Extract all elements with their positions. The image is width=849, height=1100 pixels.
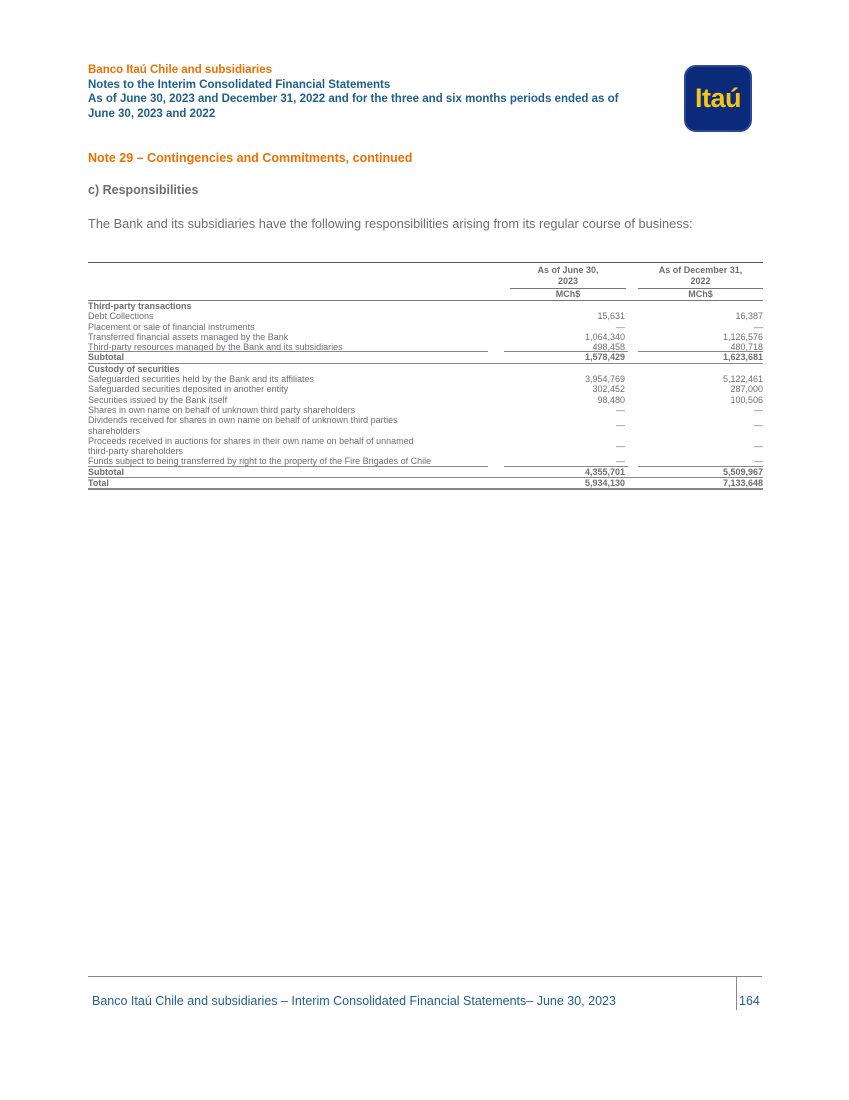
footer-rule xyxy=(88,976,762,977)
page-header xyxy=(88,63,678,121)
table-row: Securities issued by the Bank itself 98,480 100,506 xyxy=(88,394,763,405)
table-row: Safeguarded securities deposited in another entity 302,452 287,000 xyxy=(88,384,763,395)
column-header-2022: As of December 31, 2022 MCh$ xyxy=(638,265,763,300)
total-row: Total 5,934,130 7,133,648 xyxy=(88,478,763,490)
section-header-row: Custody of securities xyxy=(88,363,180,374)
section-title: c) Responsibilities xyxy=(88,183,199,197)
table-row: Third-party resources managed by the Bank and its subsidiaries 498,458 480,718 xyxy=(88,342,763,353)
responsibilities-table xyxy=(88,262,763,490)
table-row: Placement or sale of financial instruments — — xyxy=(88,321,763,332)
intro-paragraph: The Bank and its subsidiaries have the following responsibilities arising from its regular course of business: xyxy=(88,216,693,231)
logo-text: Itaú xyxy=(694,83,741,113)
subtotal-row: Subtotal 4,355,701 5,509,967 xyxy=(88,466,763,477)
table-row: Safeguarded securities held by the Bank and its affiliates 3,954,769 5,122,461 xyxy=(88,374,763,385)
company-name: Banco Itaú Chile and subsidiaries xyxy=(88,64,273,76)
section-header-row: Third-party transactions xyxy=(88,301,192,311)
table-column-headers xyxy=(88,263,763,300)
table-row: Transferred financial assets managed by the Bank 1,064,340 1,126,576 xyxy=(88,331,763,342)
column-header-2023: As of June 30, 2023 MCh$ xyxy=(510,265,626,300)
footer-divider xyxy=(736,976,737,1010)
table-row: Debt Collections 15,631 16,387 xyxy=(88,311,763,322)
table-row: Shares in own name on behalf of unknown third party shareholders — — xyxy=(88,404,763,415)
report-period-line1: As of June 30, 2023 and December 31, 2022 and for the three and six months periods ended as of xyxy=(88,93,619,105)
subtotal-row: Subtotal 1,578,429 1,623,681 xyxy=(88,352,763,363)
report-title: Notes to the Interim Consolidated Financial Statements xyxy=(88,78,391,91)
note-title: Note 29 – Contingencies and Commitments, continued xyxy=(88,151,413,165)
report-period-line2: June 30, 2023 and 2022 xyxy=(88,107,216,120)
itau-logo xyxy=(684,65,752,132)
page-number: 164 xyxy=(739,994,760,1008)
footer-text: Banco Itaú Chile and subsidiaries – Interim Consolidated Financial Statements– June 30, 2023 xyxy=(92,994,616,1008)
table-row: Proceeds received in auctions for shares in their own name on behalf of unnamed third-party shareholders — — xyxy=(88,435,763,457)
table-row: Dividends received for shares in own name on behalf of unknown third parties shareholders — — xyxy=(88,415,763,436)
table-row: Funds subject to being transferred by right to the property of the Fire Brigades of Chile — — xyxy=(88,456,763,467)
